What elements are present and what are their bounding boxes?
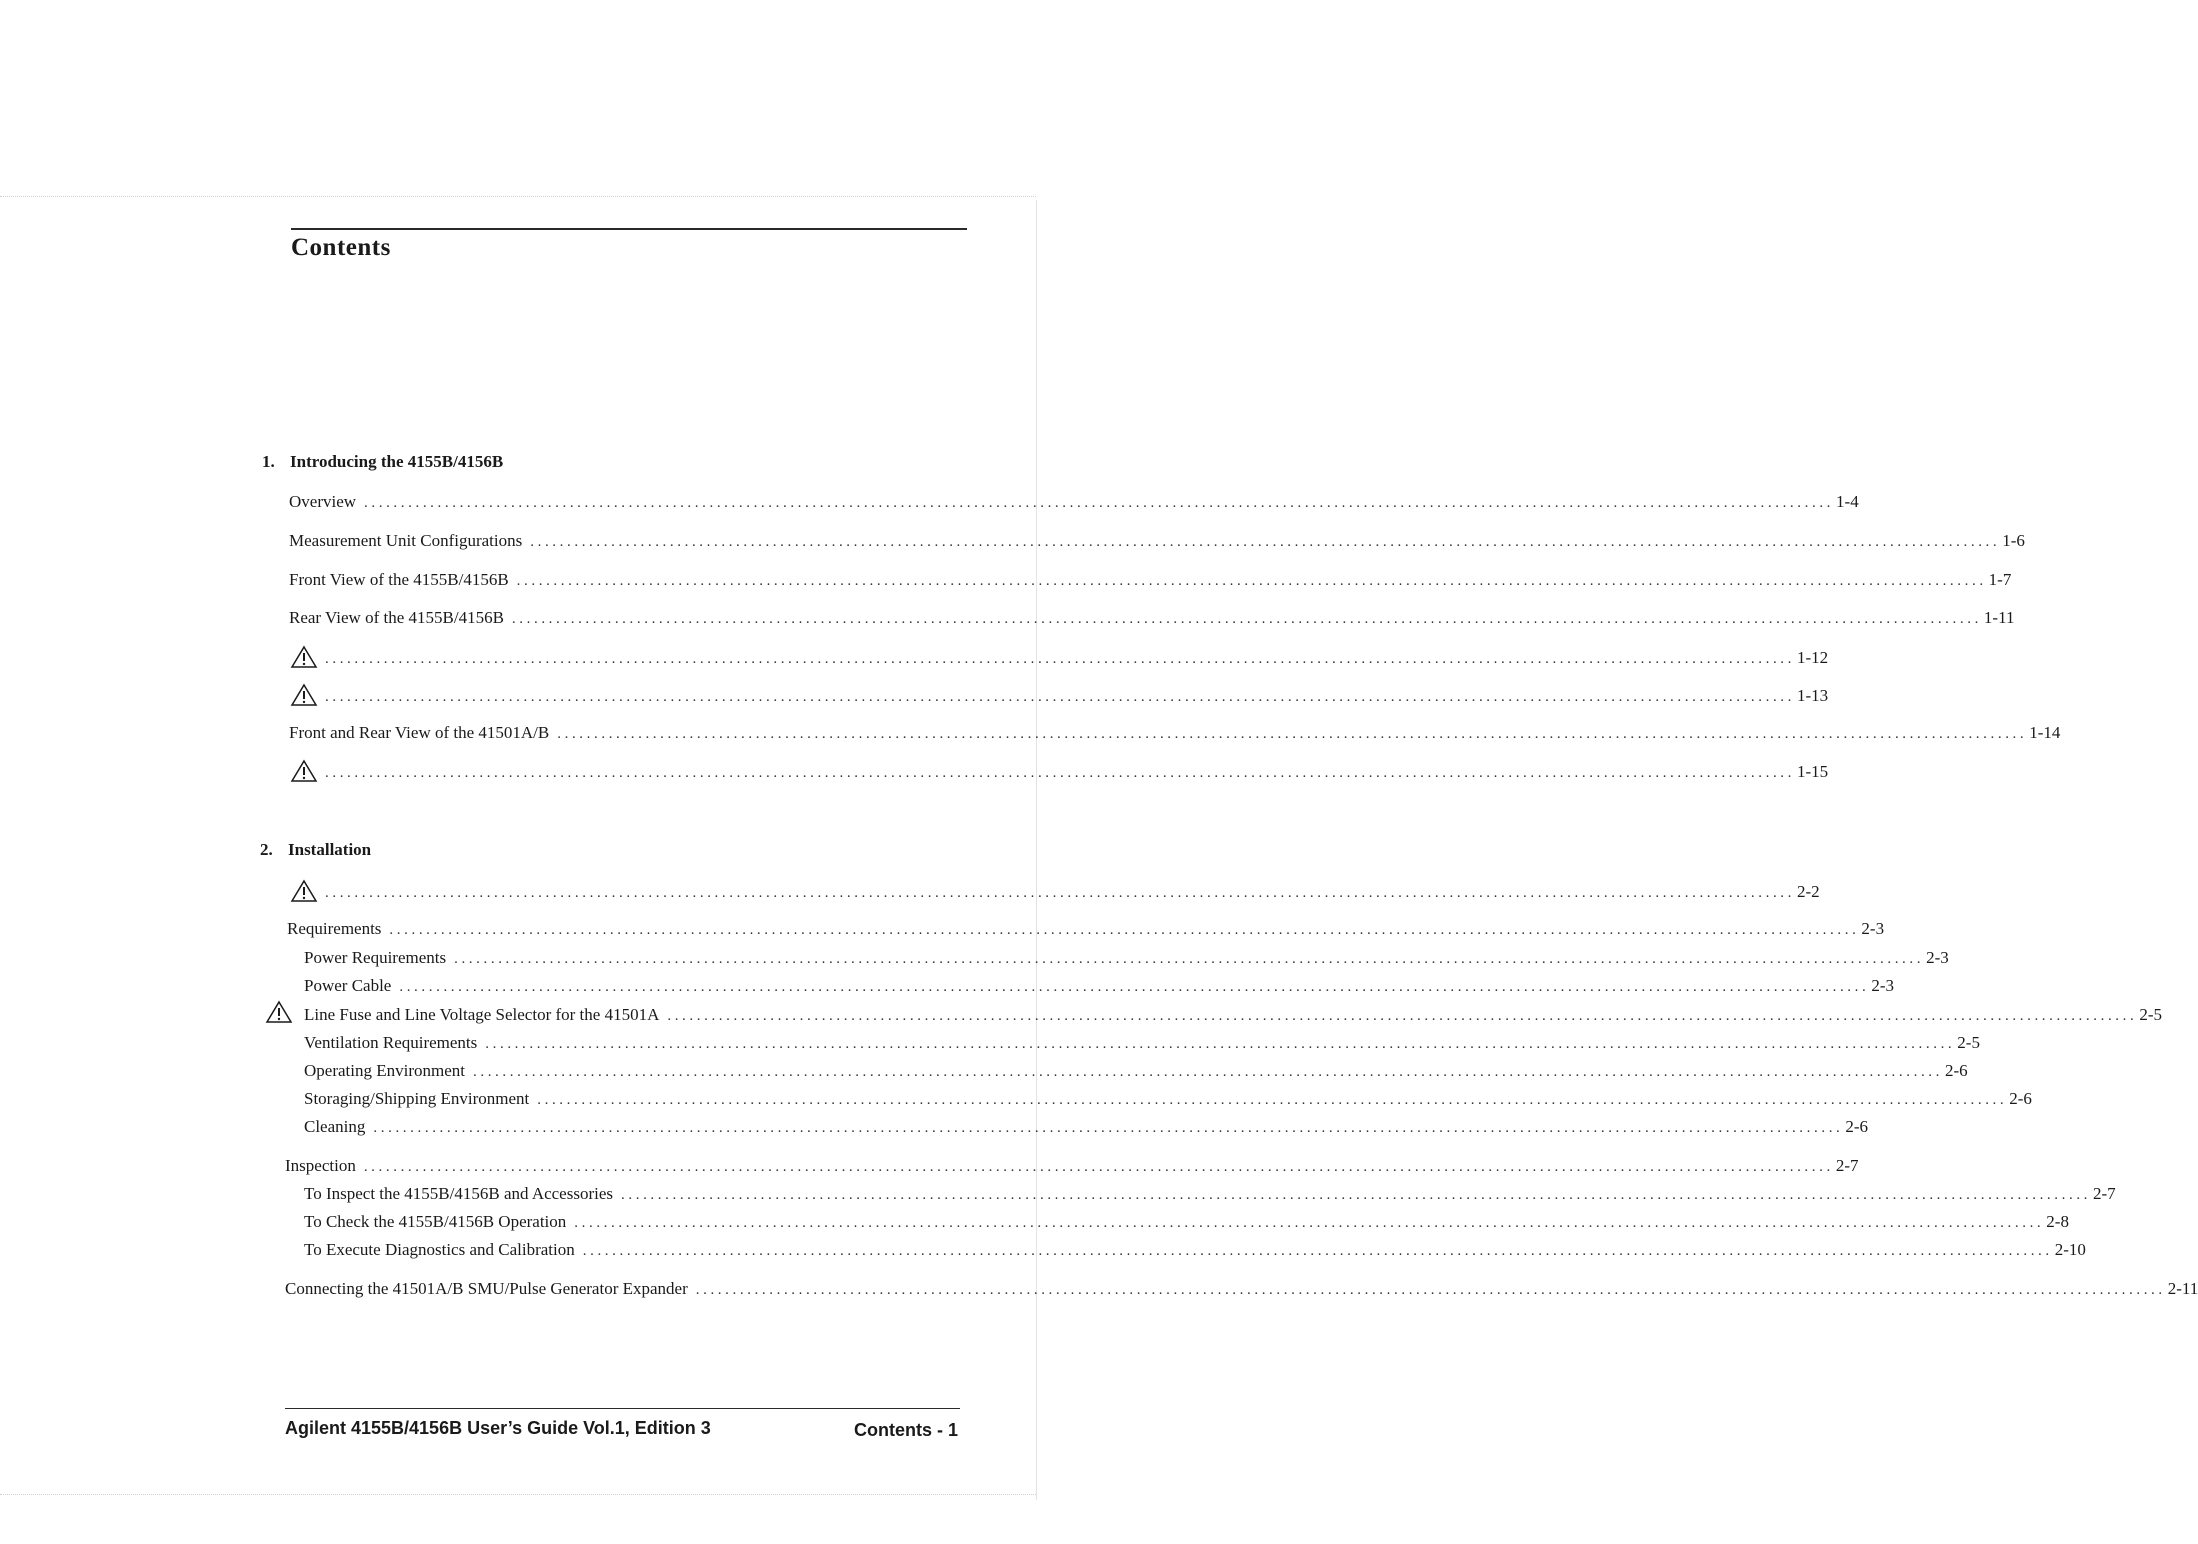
dot-leader: ........................................................................................................................................................................................................ [325, 885, 1795, 901]
toc-label: Connecting the 41501A/B SMU/Pulse Generator Expander [285, 1279, 688, 1298]
toc-entry-power-requirements[interactable] [304, 944, 1949, 968]
toc-label: Power Cable [304, 976, 392, 995]
toc-page-number: 2-5 [1957, 1033, 1980, 1052]
toc-label: Overview [289, 492, 357, 511]
toc-entry-requirements[interactable] [287, 915, 1885, 939]
toc-label: Power Requirements [304, 948, 447, 967]
toc-entry-cleaning[interactable] [304, 1113, 1869, 1137]
page-title: Contents [291, 234, 391, 261]
dot-leader: ........................................................................................................................................................................................................ [582, 1243, 2053, 1259]
bottom-rule [285, 1408, 960, 1409]
toc-entry-to-inspect[interactable] [304, 1180, 2116, 1204]
toc-label: Operating Environment [304, 1061, 465, 1080]
toc-entry-warning-1-13[interactable] [291, 682, 1829, 706]
toc-page-number: 1-4 [1836, 492, 1859, 511]
section-title: Introducing the 4155B/4156B [290, 452, 504, 471]
dot-leader: ........................................................................................................................................................................................................ [325, 765, 1795, 781]
toc-entry-to-execute-diagnostics[interactable] [304, 1236, 2086, 1260]
dot-leader: ........................................................................................................................................................................................................ [454, 951, 1925, 967]
toc-page-number: 2-7 [1835, 1156, 1859, 1175]
page-edge-right [1036, 200, 1037, 1500]
toc-entry-power-cable[interactable] [304, 972, 1895, 996]
section-heading-2 [260, 840, 371, 860]
toc-label: To Inspect the 4155B/4156B and Accessories [304, 1184, 614, 1203]
toc-page-number: 1-13 [1797, 686, 1829, 705]
toc-page-number: 1-6 [2002, 531, 2025, 550]
toc-label: Inspection [285, 1156, 356, 1175]
toc-label: To Check the 4155B/4156B Operation [304, 1212, 567, 1231]
section-number: 1. [262, 452, 275, 471]
dot-leader: ........................................................................................................................................................................................................ [574, 1215, 2045, 1231]
dot-leader: ........................................................................................................................................................................................................ [364, 495, 1835, 511]
dot-leader: ........................................................................................................................................................................................................ [473, 1064, 1943, 1080]
toc-page-number: 1-11 [1983, 608, 2015, 627]
dot-leader: ........................................................................................................................................................................................................ [363, 1159, 1834, 1175]
toc-label: Storaging/Shipping Environment [304, 1089, 530, 1108]
warning-triangle-icon [291, 684, 317, 706]
toc-entry-warning-1-12[interactable] [291, 644, 1829, 668]
section-number: 2. [260, 840, 273, 859]
dot-leader: ........................................................................................................................................................................................................ [389, 922, 1860, 938]
toc-entry-storaging-shipping-environment[interactable] [304, 1085, 2032, 1109]
toc-label: To Execute Diagnostics and Calibration [304, 1240, 575, 1259]
toc-entry-operating-environment[interactable] [304, 1057, 1968, 1081]
warning-triangle-icon [266, 1001, 292, 1023]
page-edge-top [0, 196, 1036, 198]
dot-leader: ........................................................................................................................................................................................................ [325, 689, 1795, 705]
toc-label: Cleaning [304, 1117, 366, 1136]
toc-page-number: 2-7 [2093, 1184, 2116, 1203]
page-edge-bottom [0, 1494, 1036, 1496]
toc-entry-to-check-operation[interactable] [304, 1208, 2069, 1232]
toc-entry-warning-1-15[interactable] [291, 758, 1829, 782]
toc-entry-overview[interactable] [289, 488, 1859, 512]
warning-triangle-icon [291, 646, 317, 668]
toc-label: Measurement Unit Configurations [289, 531, 523, 550]
toc-entry-line-fuse[interactable] [304, 1001, 2163, 1025]
dot-leader: ........................................................................................................................................................................................................ [530, 534, 2001, 550]
dot-leader: ........................................................................................................................................................................................................ [621, 1187, 2092, 1203]
toc-entry-front-view[interactable] [289, 566, 2012, 590]
dot-leader: ........................................................................................................................................................................................................ [516, 573, 1987, 589]
dot-leader: ........................................................................................................................................................................................................ [373, 1120, 1844, 1136]
section-heading-1 [262, 452, 503, 472]
toc-entry-rear-view[interactable] [289, 604, 2015, 628]
toc-page-number: 2-11 [2167, 1279, 2198, 1298]
toc-label: Line Fuse and Line Voltage Selector for the 41501A [304, 1005, 660, 1024]
toc-page-number: 2-8 [2046, 1212, 2069, 1231]
toc-page-number: 1-15 [1797, 762, 1829, 781]
toc-page-number: 2-6 [1845, 1117, 1869, 1136]
toc-page-number: 1-7 [1988, 570, 2012, 589]
section-title: Installation [288, 840, 372, 859]
dot-leader: ........................................................................................................................................................................................................ [399, 979, 1870, 995]
toc-page-number: 2-3 [1871, 976, 1895, 995]
toc-entry-41501-view[interactable] [289, 719, 2061, 743]
toc-page-number: 1-14 [2029, 723, 2061, 742]
toc-page-number: 2-3 [1861, 919, 1885, 938]
dot-leader: ........................................................................................................................................................................................................ [511, 611, 1982, 627]
warning-triangle-icon [291, 760, 317, 782]
toc-page-number: 1-12 [1797, 648, 1829, 667]
dot-leader: ........................................................................................................................................................................................................ [537, 1092, 2008, 1108]
dot-leader: ........................................................................................................................................................................................................ [485, 1036, 1956, 1052]
toc-label: Requirements [287, 919, 382, 938]
warning-triangle-icon [291, 880, 317, 902]
toc-entry-connecting-41501[interactable] [285, 1275, 2198, 1299]
toc-page-number: 2-5 [2139, 1005, 2163, 1024]
toc-page-number: 2-6 [2009, 1089, 2032, 1108]
footer-page-label: Contents - 1 [853, 1420, 958, 1440]
toc-entry-ventilation-requirements[interactable] [304, 1029, 1980, 1053]
toc-label: Front and Rear View of the 41501A/B [289, 723, 550, 742]
dot-leader: ........................................................................................................................................................................................................ [557, 726, 2028, 742]
toc-entry-inspection[interactable] [285, 1152, 1859, 1176]
toc-page-number: 2-6 [1945, 1061, 1968, 1080]
toc-page-number: 2-2 [1797, 882, 1820, 901]
toc-label: Front View of the 4155B/4156B [289, 570, 509, 589]
toc-page-number: 2-3 [1926, 948, 1949, 967]
dot-leader: ........................................................................................................................................................................................................ [667, 1008, 2138, 1024]
toc-entry-warning-2-2[interactable] [291, 878, 1820, 902]
dot-leader: ........................................................................................................................................................................................................ [695, 1282, 2166, 1298]
toc-page-number: 2-10 [2054, 1240, 2086, 1259]
top-rule [291, 228, 967, 230]
footer-document-title: Agilent 4155B/4156B User’s Guide Vol.1, Edition 3 [285, 1418, 711, 1438]
toc-label: Ventilation Requirements [304, 1033, 478, 1052]
toc-label: Rear View of the 4155B/4156B [289, 608, 504, 627]
toc-entry-measurement-unit-configurations[interactable] [289, 527, 2025, 551]
dot-leader: ........................................................................................................................................................................................................ [325, 651, 1795, 667]
